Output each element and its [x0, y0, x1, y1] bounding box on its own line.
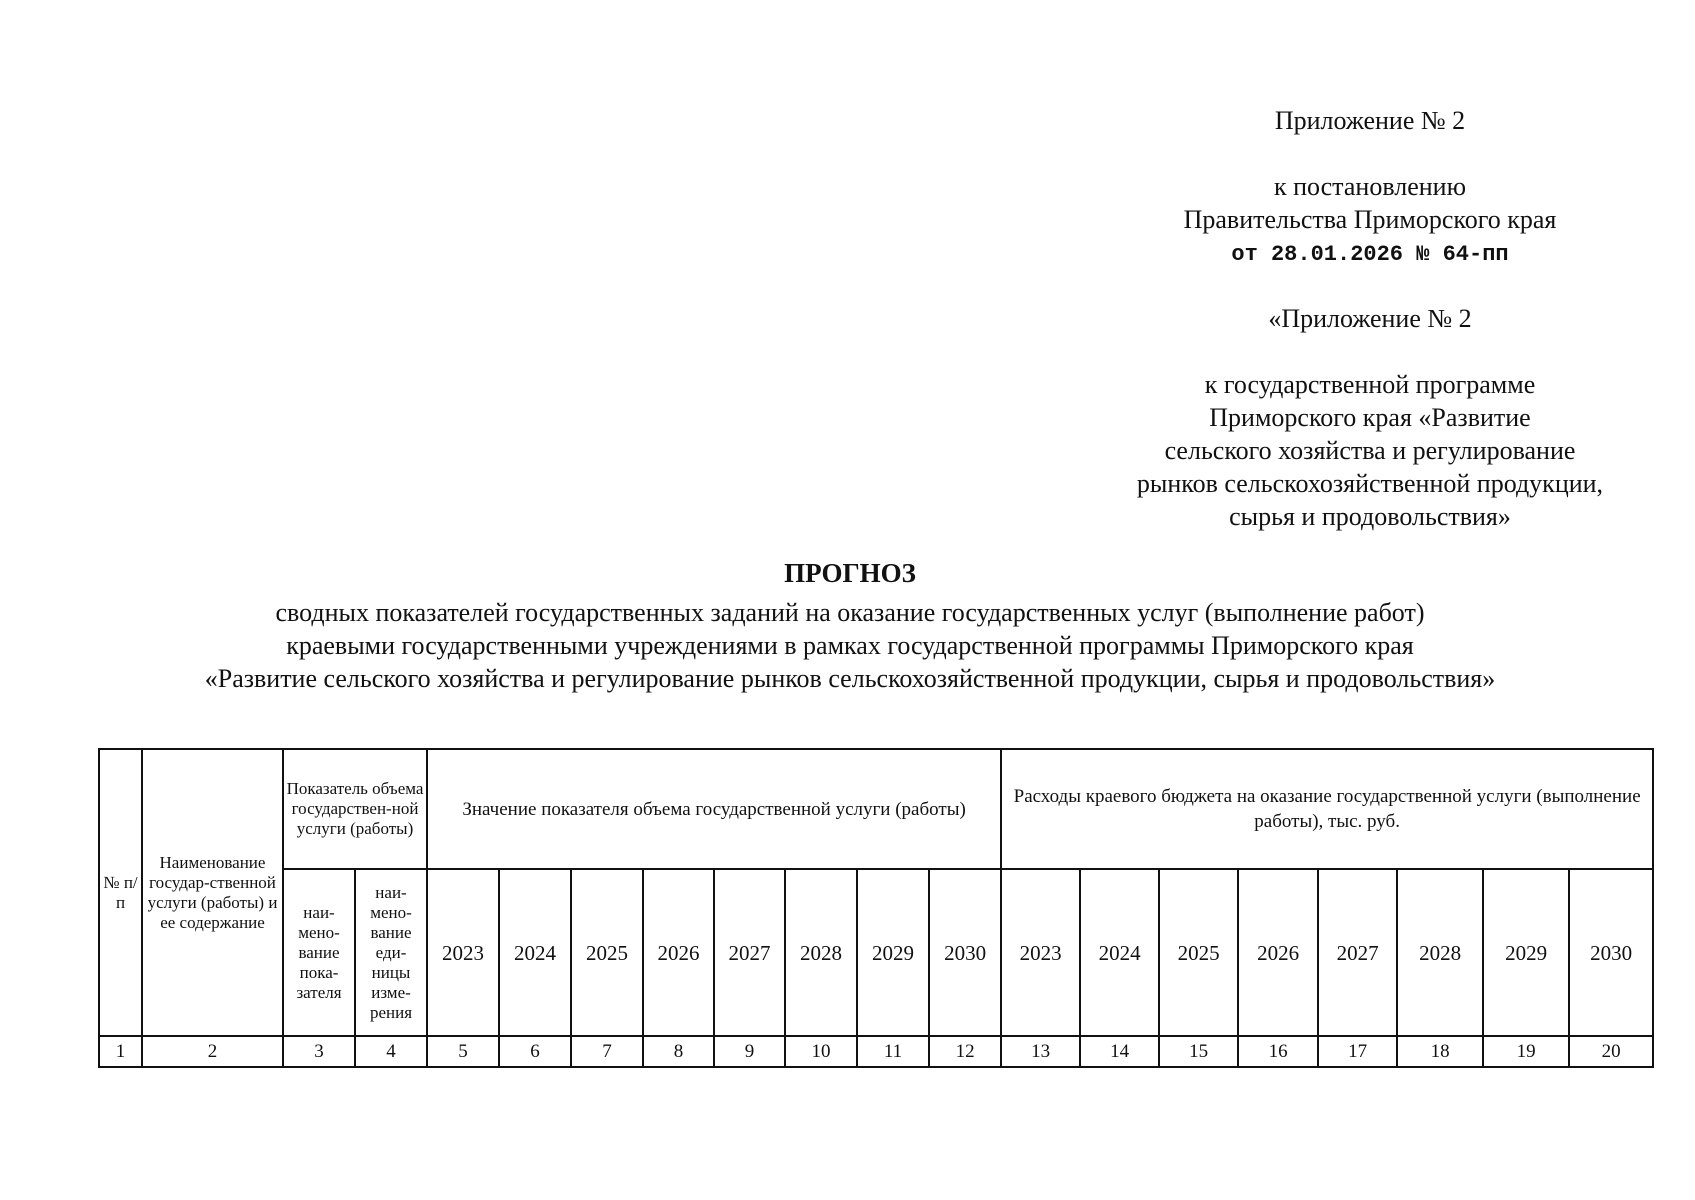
column-header-indicator-unit: наи-мено-вание еди-ницы изме-рения	[355, 869, 427, 1036]
column-header-number: № п/п	[99, 749, 142, 1036]
resolution-line: Правительства Приморского края	[1183, 205, 1557, 234]
column-number-cell: 11	[857, 1036, 929, 1067]
column-number-cell: 9	[714, 1036, 785, 1067]
program-line: рынков сельскохозяйственной продукции,	[1136, 469, 1604, 498]
column-number-cell: 8	[643, 1036, 714, 1067]
program-block	[1080, 368, 1660, 533]
cost-year-header: 2024	[1080, 869, 1159, 1036]
column-number-cell: 6	[499, 1036, 571, 1067]
subtitle-line: «Развитие сельского хозяйства и регулирование рынков сельскохозяйственной продукции, сырья и продовольствия»	[204, 664, 1496, 693]
cost-year-header: 2023	[1001, 869, 1080, 1036]
subtitle-line: краевыми государственными учреждениями в рамках государственной программы Приморского края	[286, 631, 1414, 660]
subtitle-line: сводных показателей государственных заданий на оказание государственных услуг (выполнение работ)	[275, 598, 1425, 627]
column-header-indicator-name: наи-мено-вание пока-зателя	[283, 869, 355, 1036]
column-number-cell: 7	[571, 1036, 643, 1067]
cost-year-header: 2030	[1569, 869, 1653, 1036]
cost-year-header: 2026	[1238, 869, 1318, 1036]
value-year-header: 2028	[785, 869, 857, 1036]
value-year-header: 2026	[643, 869, 714, 1036]
column-number-cell: 14	[1080, 1036, 1159, 1067]
document-subtitle	[0, 596, 1695, 695]
column-number-cell: 3	[283, 1036, 355, 1067]
cost-year-header: 2028	[1397, 869, 1483, 1036]
column-number-cell: 16	[1238, 1036, 1318, 1067]
program-line: сырья и продовольствия»	[1229, 502, 1511, 531]
column-header-service-name: Наименование государ-ственной услуги (работы) и ее содержание	[142, 749, 283, 1036]
column-number-cell: 12	[929, 1036, 1001, 1067]
column-number-cell: 13	[1001, 1036, 1080, 1067]
column-number-cell: 1	[99, 1036, 142, 1067]
value-year-header: 2027	[714, 869, 785, 1036]
column-group-indicator-values: Значение показателя объема государственной услуги (работы)	[427, 749, 1001, 869]
cost-year-header: 2025	[1159, 869, 1238, 1036]
column-number-cell: 5	[427, 1036, 499, 1067]
column-number-cell: 15	[1159, 1036, 1238, 1067]
program-line: Приморского края «Развитие	[1209, 403, 1531, 432]
value-year-header: 2023	[427, 869, 499, 1036]
column-number-cell: 2	[142, 1036, 283, 1067]
column-number-cell: 19	[1483, 1036, 1569, 1067]
resolution-reference: от 28.01.2026 № 64-пп	[1231, 242, 1509, 267]
value-year-header: 2030	[929, 869, 1001, 1036]
document-title: ПРОГНОЗ	[784, 558, 916, 588]
cost-year-header: 2029	[1483, 869, 1569, 1036]
column-number-cell: 20	[1569, 1036, 1653, 1067]
program-line: сельского хозяйства и регулирование	[1164, 436, 1576, 465]
resolution-line: к постановлению	[1273, 172, 1467, 201]
cost-year-header: 2027	[1318, 869, 1397, 1036]
resolution-block	[1080, 170, 1660, 236]
program-line: к государственной программе	[1204, 370, 1536, 399]
column-number-cell: 10	[785, 1036, 857, 1067]
forecast-table	[98, 748, 1654, 1068]
column-number-cell: 4	[355, 1036, 427, 1067]
value-year-header: 2025	[571, 869, 643, 1036]
column-group-indicator: Показатель объема государствен-ной услуги (работы)	[283, 749, 427, 869]
value-year-header: 2024	[499, 869, 571, 1036]
column-group-budget-expenses: Расходы краевого бюджета на оказание государственной услуги (выполнение работы), тыс. руб.	[1001, 749, 1653, 869]
program-appendix-number: «Приложение № 2	[1268, 304, 1472, 333]
column-number-cell: 17	[1318, 1036, 1397, 1067]
value-year-header: 2029	[857, 869, 929, 1036]
appendix-number: Приложение № 2	[1274, 106, 1466, 135]
column-number-cell: 18	[1397, 1036, 1483, 1067]
